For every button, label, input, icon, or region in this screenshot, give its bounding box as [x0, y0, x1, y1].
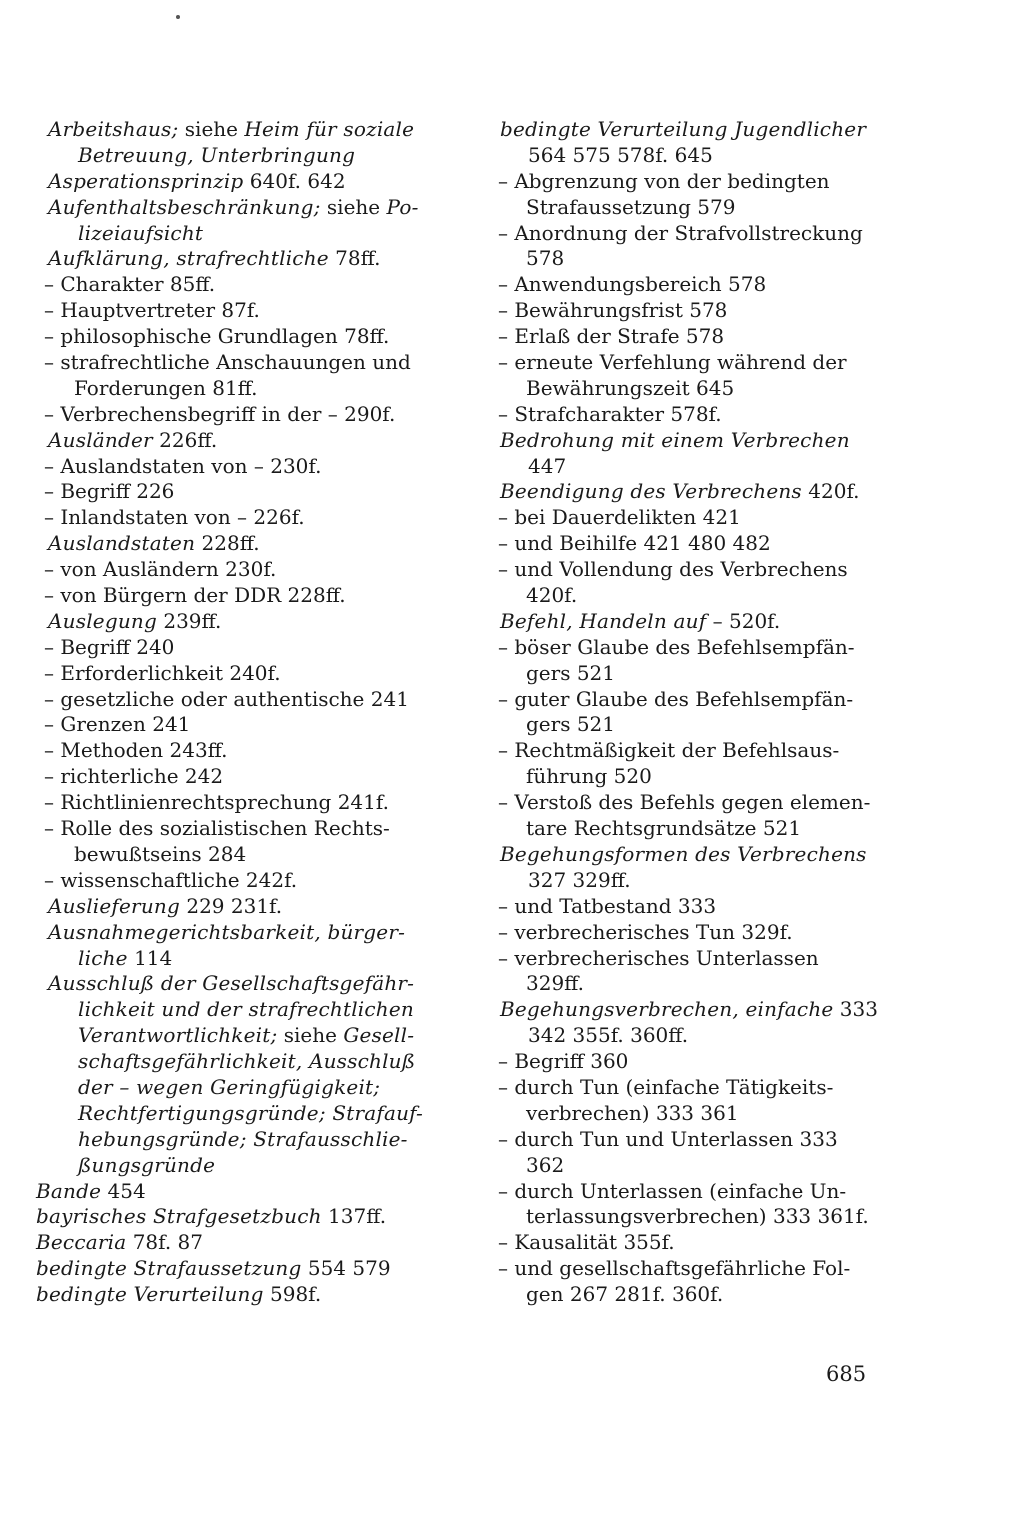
index-text: siehe	[320, 194, 387, 219]
index-text: – und Vollendung des Verbrechens	[498, 557, 848, 582]
index-line	[36, 868, 456, 894]
index-term: liche	[78, 945, 128, 970]
index-text: – wissenschaftliche 242f.	[44, 867, 298, 892]
index-text: 78ff.	[328, 246, 381, 271]
index-text: Forderungen 81ff.	[74, 375, 258, 400]
index-line	[486, 635, 886, 661]
index-text: 78f. 87	[126, 1230, 204, 1255]
index-term: Auslieferung	[48, 893, 180, 918]
index-line	[486, 687, 886, 713]
index-text: bewußtseins 284	[74, 841, 247, 866]
index-text: – Charakter 85ff.	[44, 272, 216, 297]
index-line	[36, 557, 456, 583]
index-text: siehe	[277, 1023, 344, 1048]
index-term: Aufklärung, strafrechtliche	[48, 246, 329, 271]
index-text: – von Bürgern der DDR 228ff.	[44, 583, 346, 608]
index-text: 333	[833, 997, 878, 1022]
index-text: – strafrechtliche Anschauungen und	[44, 350, 411, 375]
index-text: – bei Dauerdelikten 421	[498, 505, 741, 530]
index-text: – Abgrenzung von der bedingten	[498, 168, 830, 193]
index-text: 114	[127, 945, 173, 970]
index-line	[486, 738, 886, 764]
index-text: – Erlaß der Strafe 578	[498, 324, 725, 349]
index-text: – durch Unterlassen (einfache Un-	[498, 1178, 847, 1203]
index-text: – guter Glaube des Befehlsempfän-	[498, 686, 854, 711]
index-text: – Rechtmäßigkeit der Befehlsaus-	[498, 738, 840, 763]
index-term: Arbeitshaus;	[48, 117, 179, 141]
index-line	[486, 1101, 886, 1127]
index-line	[36, 505, 456, 531]
index-line	[486, 117, 886, 143]
index-term: Befehl, Handeln auf	[500, 608, 707, 633]
index-text: – Methoden 243ff.	[44, 738, 228, 763]
index-line	[36, 842, 456, 868]
index-text: – Anwendungsbereich 578	[498, 272, 767, 297]
index-text: 362	[526, 1152, 565, 1177]
index-line	[36, 790, 456, 816]
index-line	[36, 272, 456, 298]
index-line	[486, 531, 886, 557]
index-line	[36, 1023, 456, 1049]
index-line	[486, 661, 886, 687]
index-term: lichkeit und der strafrechtlichen	[78, 997, 414, 1022]
index-text: – Auslandstaten von – 230f.	[44, 453, 322, 478]
index-text: 327 329ff.	[528, 867, 631, 892]
index-line	[36, 738, 456, 764]
index-text: gen 267 281f. 360f.	[526, 1282, 724, 1307]
index-line	[36, 1256, 456, 1282]
index-text: – verbrecherisches Tun 329f.	[498, 919, 793, 944]
index-line	[36, 894, 456, 920]
index-line	[486, 324, 886, 350]
index-term: Begehungsformen des Verbrechens	[500, 841, 867, 866]
index-term: bedingte Verurteilung Jugendlicher	[500, 117, 867, 141]
index-line	[36, 1282, 456, 1308]
index-text: 564 575 578f. 645	[528, 142, 713, 167]
index-line	[486, 505, 886, 531]
index-text: – Begriff 226	[44, 479, 175, 504]
index-line	[486, 195, 886, 221]
index-text: 239ff.	[157, 608, 222, 633]
index-text: – richterliche 242	[44, 764, 224, 789]
index-text: siehe	[178, 117, 245, 141]
index-text: 454	[101, 1178, 146, 1203]
index-text: 329ff.	[526, 971, 585, 996]
index-line	[486, 169, 886, 195]
index-line	[36, 350, 456, 376]
index-line	[486, 997, 886, 1023]
index-text: 420f.	[801, 479, 860, 504]
index-line	[486, 272, 886, 298]
index-text: – durch Tun und Unterlassen 333	[498, 1126, 838, 1151]
index-line	[486, 1230, 886, 1256]
index-text: gers 521	[526, 712, 615, 737]
index-term: Aufenthaltsbeschränkung;	[48, 194, 321, 219]
index-line	[486, 1282, 886, 1308]
index-text: – durch Tun (einfache Tätigkeits-	[498, 1074, 834, 1099]
index-text: – verbrecherisches Unterlassen	[498, 945, 819, 970]
index-line	[486, 920, 886, 946]
index-line	[486, 1023, 886, 1049]
index-text: – gesetzliche oder authentische 241	[44, 686, 409, 711]
index-line	[36, 117, 456, 143]
index-line	[486, 1153, 886, 1179]
index-line	[486, 894, 886, 920]
index-line	[36, 920, 456, 946]
index-text: Strafaussetzung 579	[526, 194, 736, 219]
index-text: – Begriff 360	[498, 1049, 629, 1074]
index-line	[36, 971, 456, 997]
index-text: – philosophische Grundlagen 78ff.	[44, 324, 390, 349]
index-line	[486, 1127, 886, 1153]
index-line	[36, 402, 456, 428]
index-text: 598f.	[263, 1282, 322, 1307]
index-line	[486, 842, 886, 868]
index-text: gers 521	[526, 660, 615, 685]
index-line	[36, 946, 456, 972]
index-term: lizeiaufsicht	[78, 220, 204, 245]
index-line	[486, 1204, 886, 1230]
index-line	[36, 428, 456, 454]
index-line	[486, 350, 886, 376]
index-line	[486, 143, 886, 169]
index-term: Ausländer	[48, 427, 153, 452]
index-term: Begehungsverbrechen, einfache	[500, 997, 834, 1022]
index-line	[486, 246, 886, 272]
index-term: Auslandstaten	[48, 531, 196, 556]
index-line	[486, 946, 886, 972]
index-line	[486, 971, 886, 997]
index-term: Asperationsprinzip	[48, 168, 244, 193]
index-text: – 520f.	[706, 608, 781, 633]
index-term: hebungsgründe; Strafausschlie-	[78, 1126, 408, 1151]
index-line	[36, 195, 456, 221]
index-text: – Inlandstaten von – 226f.	[44, 505, 305, 530]
index-text: – Begriff 240	[44, 634, 175, 659]
index-text: – Verstoß des Befehls gegen elemen-	[498, 790, 871, 815]
index-line	[36, 583, 456, 609]
index-text: – von Ausländern 230f.	[44, 557, 277, 582]
index-text: 420f.	[526, 583, 578, 608]
index-line	[36, 324, 456, 350]
index-line	[486, 221, 886, 247]
index-text: – Erforderlichkeit 240f.	[44, 660, 281, 685]
index-text: 554 579	[301, 1256, 391, 1281]
index-text: 342 355f. 360ff.	[528, 1023, 689, 1048]
index-line	[36, 376, 456, 402]
index-line	[486, 454, 886, 480]
index-line	[486, 298, 886, 324]
index-line	[36, 143, 456, 169]
index-line	[36, 997, 456, 1023]
index-text: terlassungsverbrechen) 333 361f.	[526, 1204, 869, 1229]
index-line	[486, 868, 886, 894]
index-term: bedingte Verurteilung	[36, 1282, 264, 1307]
index-line	[36, 635, 456, 661]
index-line	[486, 583, 886, 609]
index-text: – und Beihilfe 421 480 482	[498, 531, 771, 556]
index-line	[36, 1179, 456, 1205]
index-line	[36, 764, 456, 790]
index-term: der – wegen Geringfügigkeit;	[78, 1074, 381, 1099]
index-text: 578	[526, 246, 565, 271]
index-text: – Anordnung der Strafvollstreckung	[498, 220, 863, 245]
index-line	[36, 816, 456, 842]
index-line	[36, 169, 456, 195]
index-line	[36, 479, 456, 505]
index-text: – Kausalität 355f.	[498, 1230, 675, 1255]
index-term: Rechtfertigungsgründe; Strafauf-	[78, 1100, 424, 1125]
index-line	[36, 1075, 456, 1101]
index-text: 229 231f.	[179, 893, 283, 918]
index-term: Verantwortlichkeit;	[78, 1023, 278, 1048]
index-line	[36, 687, 456, 713]
index-term: Beccaria	[36, 1230, 127, 1255]
index-term: Ausschluß der Gesellschaftsgefähr-	[48, 971, 415, 996]
index-term: Ausnahmegerichtsbarkeit, bürger-	[48, 919, 406, 944]
index-term: Bande	[36, 1178, 102, 1203]
index-line	[486, 402, 886, 428]
index-line	[36, 1153, 456, 1179]
index-text: – Grenzen 241	[44, 712, 191, 737]
index-text: – Richtlinienrechtsprechung 241f.	[44, 790, 389, 815]
index-line	[486, 1179, 886, 1205]
index-term: Beendigung des Verbrechens	[500, 479, 802, 504]
page-number: 685	[826, 1362, 867, 1386]
index-line	[486, 764, 886, 790]
index-text: 447	[528, 453, 567, 478]
index-column-right	[486, 117, 886, 1308]
index-term: ßungsgründe	[78, 1152, 216, 1177]
index-text: – Rolle des sozialistischen Rechts-	[44, 816, 390, 841]
index-text: verbrechen) 333 361	[526, 1100, 739, 1125]
index-term-reference: Heim für soziale	[244, 117, 415, 141]
index-text: – erneute Verfehlung während der	[498, 350, 847, 375]
index-line	[486, 1049, 886, 1075]
index-line	[486, 609, 886, 635]
index-line	[36, 221, 456, 247]
index-line	[36, 454, 456, 480]
index-line	[36, 531, 456, 557]
index-term: schaftsgefährlichkeit, Ausschluß	[78, 1049, 416, 1074]
index-term-reference: Po-	[386, 194, 419, 219]
index-line	[486, 712, 886, 738]
index-term: bayrisches Strafgesetzbuch	[36, 1204, 322, 1229]
index-line	[486, 790, 886, 816]
index-line	[486, 428, 886, 454]
index-line	[36, 1204, 456, 1230]
index-text: – Hauptvertreter 87f.	[44, 298, 260, 323]
index-line	[36, 246, 456, 272]
index-line	[486, 557, 886, 583]
index-line	[486, 376, 886, 402]
index-text: – Bewährungsfrist 578	[498, 298, 728, 323]
index-line	[486, 816, 886, 842]
index-term-reference: Gesell-	[343, 1023, 415, 1048]
index-term: Betreuung, Unterbringung	[78, 142, 356, 167]
index-text: – Verbrechensbegriff in der – 290f.	[44, 401, 396, 426]
index-line	[36, 1127, 456, 1153]
index-line	[486, 479, 886, 505]
index-line	[36, 298, 456, 324]
index-text: Bewährungszeit 645	[526, 375, 735, 400]
index-line	[36, 1101, 456, 1127]
index-column-left	[36, 117, 456, 1308]
index-line	[36, 1230, 456, 1256]
index-text: – und Tatbestand 333	[498, 893, 717, 918]
index-term: Bedrohung mit einem Verbrechen	[500, 427, 850, 452]
index-term: Auslegung	[48, 608, 157, 633]
index-text: 137ff.	[321, 1204, 387, 1229]
index-text: 640f. 642	[243, 168, 346, 193]
index-term: bedingte Strafaussetzung	[36, 1256, 302, 1281]
scan-mark	[176, 15, 180, 19]
index-text: 226ff.	[152, 427, 218, 452]
index-text: führung 520	[526, 764, 652, 789]
index-line	[486, 1075, 886, 1101]
index-line	[36, 609, 456, 635]
index-text: – und gesellschaftsgefährliche Fol-	[498, 1256, 851, 1281]
index-line	[36, 712, 456, 738]
index-line	[36, 661, 456, 687]
index-text: 228ff.	[195, 531, 260, 556]
index-text: tare Rechtsgrundsätze 521	[526, 816, 802, 841]
index-line	[486, 1256, 886, 1282]
index-text: – Strafcharakter 578f.	[498, 401, 722, 426]
index-text: – böser Glaube des Befehlsempfän-	[498, 634, 855, 659]
index-line	[36, 1049, 456, 1075]
